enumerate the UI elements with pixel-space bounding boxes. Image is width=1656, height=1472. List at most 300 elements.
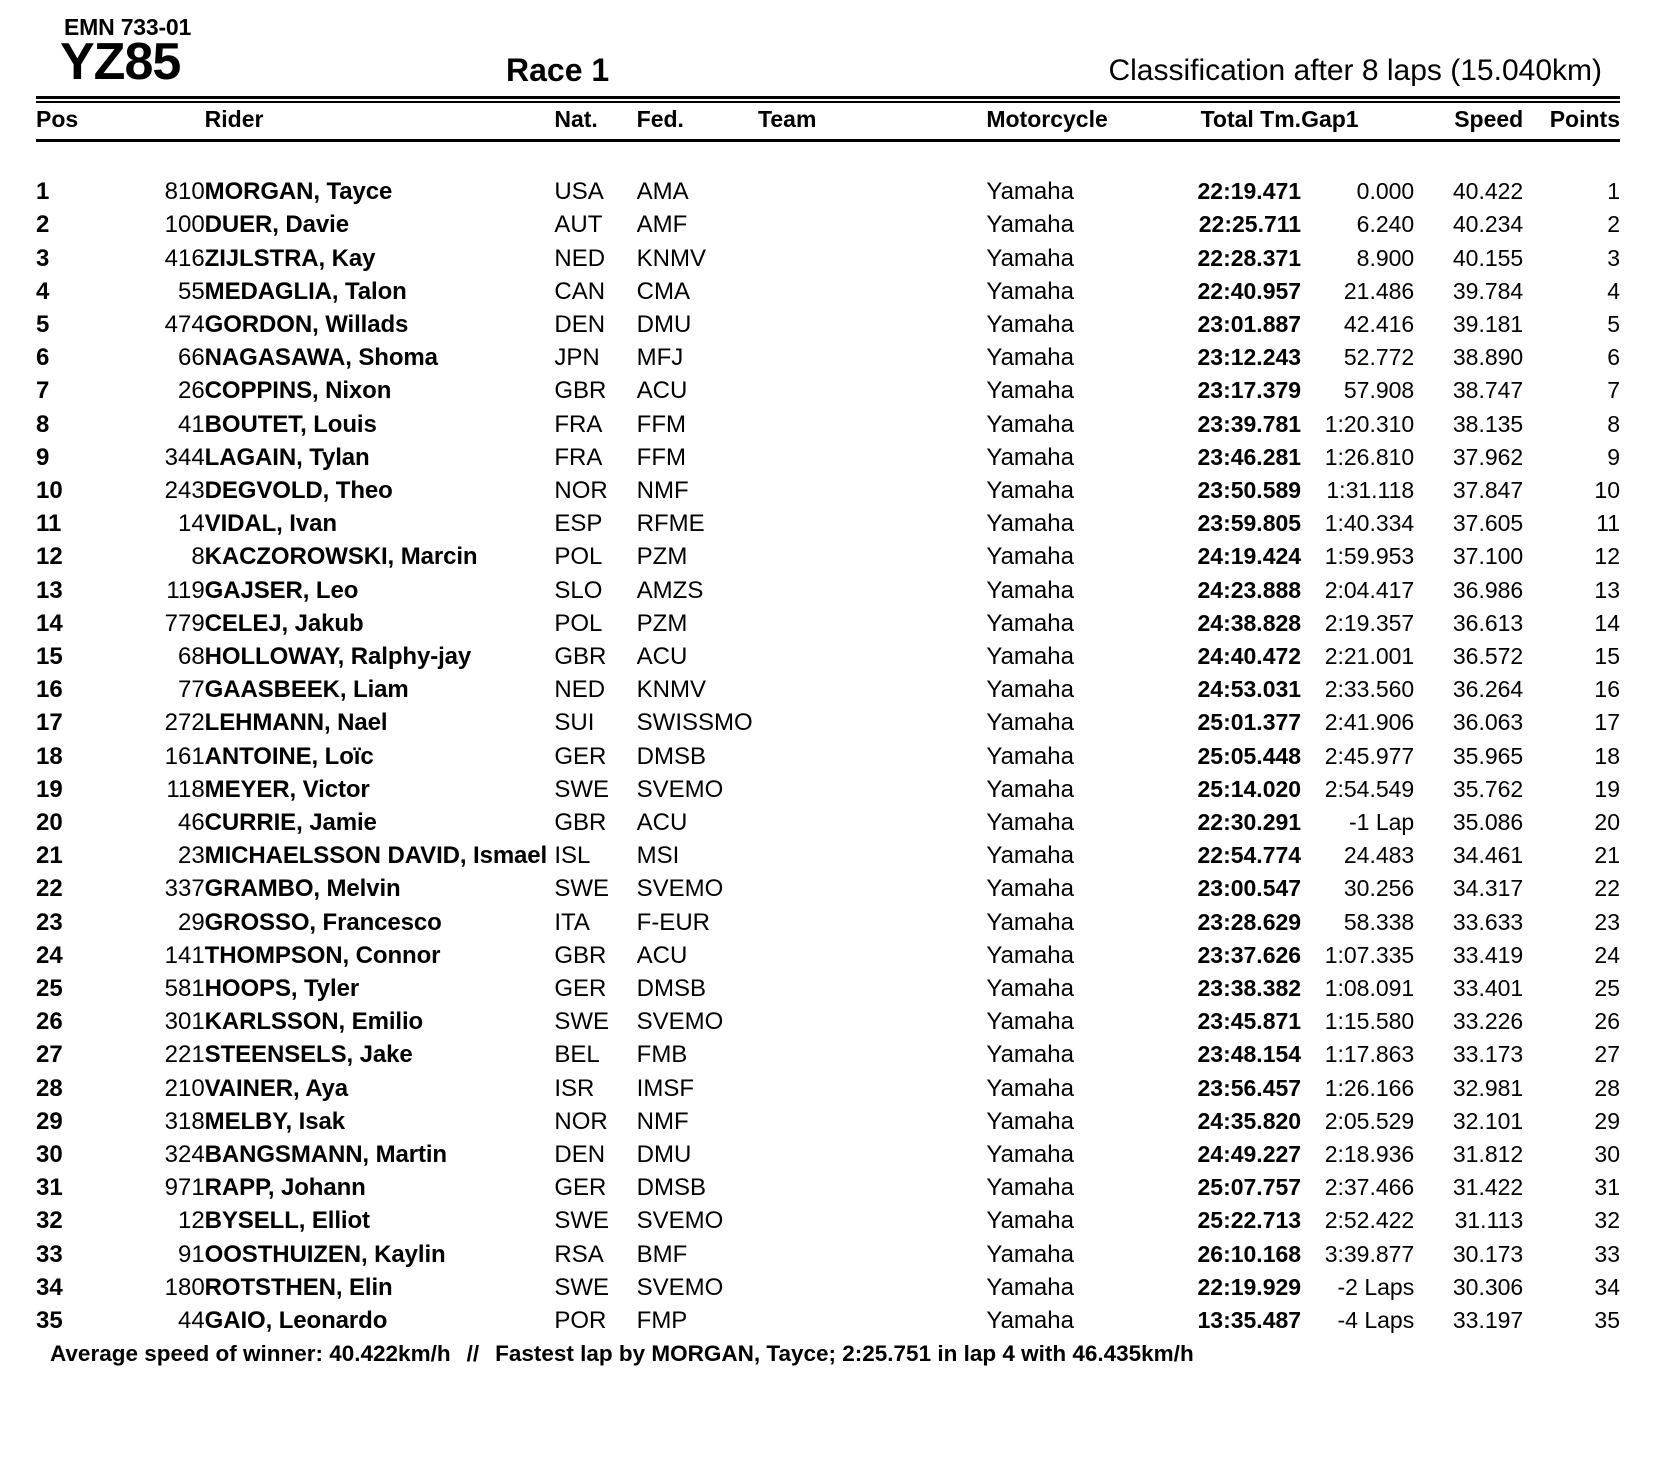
table-row bbox=[36, 1005, 1620, 1038]
cell-position: 15 bbox=[36, 643, 63, 671]
cell-nationality: SUI bbox=[554, 709, 595, 737]
cell-position: 13 bbox=[36, 576, 63, 604]
cell-federation: SVEMO bbox=[636, 875, 724, 903]
cell-points: 32 bbox=[1594, 1207, 1620, 1234]
column-header-pos: Pos bbox=[36, 106, 79, 132]
cell-total-time: 22:40.957 bbox=[1197, 277, 1302, 304]
table-row bbox=[36, 773, 1620, 806]
cell-gap: -4 Laps bbox=[1337, 1307, 1415, 1334]
cell-motorcycle: Yamaha bbox=[986, 1041, 1074, 1069]
column-header-fed: Fed. bbox=[636, 106, 684, 132]
cell-team bbox=[758, 607, 986, 640]
cell-federation: IMSF bbox=[636, 1074, 694, 1102]
cell-gap: 2:54.549 bbox=[1324, 775, 1415, 802]
cell-motorcycle: Yamaha bbox=[986, 1107, 1074, 1135]
cell-speed: 36.613 bbox=[1452, 609, 1524, 636]
cell-total-time: 23:50.589 bbox=[1197, 477, 1302, 504]
cell-team bbox=[758, 1238, 986, 1271]
table-row bbox=[36, 740, 1620, 773]
cell-total-time: 24:38.828 bbox=[1197, 609, 1302, 636]
cell-position: 31 bbox=[36, 1174, 63, 1202]
table-row bbox=[36, 242, 1620, 275]
cell-federation: F-EUR bbox=[636, 908, 710, 936]
cell-speed: 31.422 bbox=[1452, 1174, 1524, 1201]
cell-team bbox=[758, 408, 986, 441]
classification-summary: Classification after 8 laps (15.040km) bbox=[1108, 54, 1602, 87]
cell-gap: 1:31.118 bbox=[1326, 477, 1415, 504]
cell-rider-number: 301 bbox=[164, 1008, 205, 1036]
cell-nationality: NOR bbox=[554, 477, 608, 505]
cell-federation: SVEMO bbox=[636, 1207, 724, 1235]
cell-total-time: 25:14.020 bbox=[1197, 775, 1302, 802]
cell-position: 27 bbox=[36, 1041, 63, 1069]
table-row bbox=[36, 1171, 1620, 1204]
cell-total-time: 24:53.031 bbox=[1197, 676, 1302, 703]
cell-speed: 33.173 bbox=[1452, 1041, 1524, 1068]
cell-points: 9 bbox=[1607, 443, 1620, 470]
cell-position: 2 bbox=[36, 211, 50, 239]
cell-rider-name: NAGASAWA, Shoma bbox=[204, 344, 438, 372]
cell-position: 34 bbox=[36, 1273, 63, 1301]
cell-federation: FFM bbox=[636, 443, 686, 471]
cell-rider-number: 810 bbox=[164, 178, 205, 206]
cell-team bbox=[758, 441, 986, 474]
cell-nationality: SLO bbox=[554, 576, 603, 604]
cell-rider-name: ANTOINE, Loïc bbox=[204, 742, 374, 770]
table-row bbox=[36, 441, 1620, 474]
average-speed-text: Average speed of winner: 40.422km/h bbox=[50, 1341, 451, 1367]
cell-federation: ACU bbox=[636, 377, 688, 405]
cell-motorcycle: Yamaha bbox=[986, 510, 1074, 538]
cell-gap: 1:20.310 bbox=[1324, 410, 1415, 437]
cell-speed: 35.965 bbox=[1452, 742, 1524, 769]
cell-nationality: NED bbox=[554, 676, 606, 704]
cell-points: 11 bbox=[1596, 510, 1620, 537]
cell-points: 33 bbox=[1594, 1240, 1620, 1267]
cell-gap: 2:19.357 bbox=[1324, 609, 1415, 636]
table-row bbox=[36, 208, 1620, 241]
cell-rider-number: 971 bbox=[164, 1174, 205, 1202]
table-row bbox=[36, 972, 1620, 1005]
cell-rider-number: 26 bbox=[177, 377, 205, 405]
meeting-code: EMN 733-01 bbox=[64, 14, 192, 40]
cell-speed: 33.419 bbox=[1452, 941, 1524, 968]
cell-speed: 32.981 bbox=[1452, 1074, 1524, 1101]
cell-federation: RFME bbox=[636, 510, 705, 538]
cell-team bbox=[758, 374, 986, 407]
cell-speed: 36.063 bbox=[1452, 709, 1524, 736]
cell-motorcycle: Yamaha bbox=[986, 178, 1074, 206]
fastest-lap-text: Fastest lap by MORGAN, Tayce; 2:25.751 in lap 4 with 46.435km/h bbox=[495, 1341, 1194, 1367]
cell-rider-name: HOLLOWAY, Ralphy-jay bbox=[204, 643, 472, 671]
cell-speed: 40.234 bbox=[1452, 211, 1524, 238]
cell-rider-name: BYSELL, Elliot bbox=[204, 1207, 370, 1235]
cell-total-time: 24:35.820 bbox=[1197, 1107, 1302, 1134]
cell-total-time: 24:19.424 bbox=[1197, 543, 1302, 570]
cell-rider-number: 91 bbox=[177, 1240, 205, 1268]
cell-position: 1 bbox=[36, 178, 50, 206]
cell-position: 35 bbox=[36, 1307, 63, 1335]
cell-nationality: GER bbox=[554, 1174, 607, 1202]
table-row bbox=[36, 1238, 1620, 1271]
cell-speed: 33.197 bbox=[1452, 1307, 1524, 1334]
cell-rider-number: 12 bbox=[177, 1207, 205, 1235]
cell-federation: SVEMO bbox=[636, 1273, 724, 1301]
cell-speed: 37.605 bbox=[1452, 510, 1524, 537]
cell-motorcycle: Yamaha bbox=[986, 676, 1074, 704]
cell-rider-name: DUER, Davie bbox=[204, 211, 349, 239]
cell-federation: MFJ bbox=[636, 344, 684, 372]
cell-nationality: SWE bbox=[554, 1207, 610, 1235]
cell-rider-name: GRAMBO, Melvin bbox=[204, 875, 401, 903]
cell-points: 20 bbox=[1594, 809, 1620, 836]
cell-points: 2 bbox=[1607, 211, 1620, 238]
cell-motorcycle: Yamaha bbox=[986, 410, 1074, 438]
cell-total-time: 23:00.547 bbox=[1197, 875, 1302, 902]
table-row bbox=[36, 1204, 1620, 1237]
cell-nationality: NOR bbox=[554, 1107, 608, 1135]
cell-team bbox=[758, 806, 986, 839]
document-header bbox=[36, 0, 1620, 96]
cell-speed: 39.784 bbox=[1452, 277, 1524, 304]
cell-points: 18 bbox=[1594, 742, 1620, 769]
cell-rider-name: HOOPS, Tyler bbox=[204, 975, 360, 1003]
cell-federation: DMSB bbox=[636, 742, 706, 770]
cell-nationality: POL bbox=[554, 543, 603, 571]
cell-gap: 1:26.810 bbox=[1324, 443, 1415, 470]
cell-nationality: CAN bbox=[554, 277, 606, 305]
cell-gap: 1:17.863 bbox=[1324, 1041, 1415, 1068]
cell-nationality: POL bbox=[554, 609, 603, 637]
cell-team bbox=[758, 773, 986, 806]
table-row bbox=[36, 275, 1620, 308]
cell-team bbox=[758, 939, 986, 972]
cell-total-time: 23:28.629 bbox=[1197, 908, 1302, 935]
cell-gap: 2:45.977 bbox=[1324, 742, 1415, 769]
cell-total-time: 23:59.805 bbox=[1197, 510, 1302, 537]
cell-rider-name: LAGAIN, Tylan bbox=[204, 443, 370, 471]
cell-total-time: 26:10.168 bbox=[1197, 1240, 1302, 1267]
cell-motorcycle: Yamaha bbox=[986, 842, 1074, 870]
cell-motorcycle: Yamaha bbox=[986, 377, 1074, 405]
cell-points: 28 bbox=[1594, 1074, 1620, 1101]
cell-team bbox=[758, 507, 986, 540]
cell-federation: DMU bbox=[636, 311, 692, 338]
cell-team bbox=[758, 308, 986, 341]
cell-motorcycle: Yamaha bbox=[986, 1174, 1074, 1202]
cell-points: 13 bbox=[1594, 576, 1620, 603]
cell-gap: 57.908 bbox=[1343, 377, 1415, 404]
cell-federation: ACU bbox=[636, 643, 688, 671]
cell-speed: 33.226 bbox=[1452, 1008, 1524, 1035]
cell-nationality: USA bbox=[554, 178, 604, 206]
cell-points: 35 bbox=[1594, 1307, 1620, 1334]
cell-gap: 1:26.166 bbox=[1324, 1074, 1415, 1101]
cell-team bbox=[758, 1005, 986, 1038]
cell-position: 9 bbox=[36, 443, 50, 471]
cell-rider-number: 324 bbox=[164, 1141, 205, 1169]
cell-total-time: 25:05.448 bbox=[1197, 742, 1302, 769]
table-row bbox=[36, 1038, 1620, 1071]
cell-gap: 2:52.422 bbox=[1324, 1207, 1415, 1234]
cell-gap: 30.256 bbox=[1343, 875, 1415, 902]
cell-motorcycle: Yamaha bbox=[986, 775, 1074, 803]
cell-speed: 32.101 bbox=[1452, 1107, 1524, 1134]
cell-rider-name: THOMPSON, Connor bbox=[204, 941, 441, 969]
cell-team bbox=[758, 640, 986, 673]
cell-rider-number: 779 bbox=[164, 609, 205, 637]
cell-nationality: AUT bbox=[554, 211, 603, 239]
cell-gap: 42.416 bbox=[1343, 311, 1415, 337]
cell-rider-number: 221 bbox=[164, 1041, 205, 1069]
cell-team bbox=[758, 740, 986, 773]
cell-motorcycle: Yamaha bbox=[986, 709, 1074, 737]
cell-rider-number: 8 bbox=[191, 543, 205, 571]
cell-motorcycle: Yamaha bbox=[986, 975, 1074, 1003]
cell-points: 8 bbox=[1607, 410, 1620, 437]
cell-nationality: JPN bbox=[554, 344, 600, 372]
cell-rider-name: CELEJ, Jakub bbox=[204, 609, 364, 637]
cell-total-time: 22:28.371 bbox=[1197, 244, 1302, 271]
cell-motorcycle: Yamaha bbox=[986, 1074, 1074, 1102]
cell-points: 30 bbox=[1594, 1141, 1620, 1168]
cell-motorcycle: Yamaha bbox=[986, 809, 1074, 837]
cell-federation: AMZS bbox=[636, 576, 704, 604]
cell-rider-name: DEGVOLD, Theo bbox=[204, 477, 393, 505]
cell-speed: 36.264 bbox=[1452, 676, 1524, 703]
cell-team bbox=[758, 341, 986, 374]
cell-team bbox=[758, 474, 986, 507]
cell-federation: FFM bbox=[636, 410, 686, 438]
cell-federation: BMF bbox=[636, 1240, 688, 1268]
cell-total-time: 23:38.382 bbox=[1197, 975, 1302, 1002]
cell-rider-number: 29 bbox=[177, 908, 205, 936]
cell-motorcycle: Yamaha bbox=[986, 211, 1074, 239]
cell-motorcycle: Yamaha bbox=[986, 477, 1074, 505]
cell-speed: 34.317 bbox=[1452, 875, 1524, 902]
cell-gap: 2:33.560 bbox=[1324, 676, 1415, 703]
cell-federation: PZM bbox=[636, 543, 688, 571]
cell-position: 25 bbox=[36, 975, 63, 1003]
table-row bbox=[36, 507, 1620, 540]
cell-total-time: 24:49.227 bbox=[1197, 1141, 1302, 1168]
cell-rider-name: KACZOROWSKI, Marcin bbox=[204, 543, 478, 571]
cell-nationality: SWE bbox=[554, 1008, 610, 1036]
cell-rider-name: BANGSMANN, Martin bbox=[204, 1141, 447, 1169]
cell-points: 6 bbox=[1607, 344, 1620, 371]
cell-rider-number: 66 bbox=[177, 344, 205, 372]
cell-rider-number: 318 bbox=[164, 1107, 205, 1135]
cell-federation: ACU bbox=[636, 941, 688, 969]
cell-position: 5 bbox=[36, 311, 50, 338]
results-footer bbox=[36, 1341, 1620, 1367]
cell-motorcycle: Yamaha bbox=[986, 742, 1074, 770]
cell-speed: 34.461 bbox=[1452, 842, 1524, 869]
cell-federation: DMU bbox=[636, 1141, 692, 1169]
cell-points: 26 bbox=[1594, 1008, 1620, 1035]
cell-position: 14 bbox=[36, 609, 63, 637]
cell-position: 12 bbox=[36, 543, 63, 571]
cell-speed: 33.401 bbox=[1452, 975, 1524, 1002]
table-row bbox=[36, 374, 1620, 407]
cell-speed: 37.962 bbox=[1452, 443, 1524, 470]
cell-total-time: 23:46.281 bbox=[1197, 443, 1302, 470]
cell-gap: 2:05.529 bbox=[1324, 1107, 1415, 1134]
cell-total-time: 13:35.487 bbox=[1197, 1307, 1302, 1334]
cell-total-time: 22:19.471 bbox=[1197, 178, 1302, 205]
results-table bbox=[36, 103, 1620, 139]
cell-nationality: NED bbox=[554, 244, 606, 272]
cell-rider-name: GAASBEEK, Liam bbox=[204, 676, 409, 704]
table-row bbox=[36, 1105, 1620, 1138]
cell-team bbox=[758, 1304, 986, 1337]
cell-gap: 2:41.906 bbox=[1324, 709, 1415, 736]
cell-federation: FMB bbox=[636, 1041, 688, 1069]
cell-total-time: 25:01.377 bbox=[1197, 709, 1302, 736]
cell-gap: 2:04.417 bbox=[1324, 576, 1415, 603]
cell-rider-number: 337 bbox=[164, 875, 205, 903]
cell-position: 17 bbox=[36, 709, 63, 737]
cell-team bbox=[758, 1171, 986, 1204]
cell-speed: 35.762 bbox=[1452, 775, 1524, 802]
cell-total-time: 22:30.291 bbox=[1197, 809, 1302, 836]
cell-rider-number: 77 bbox=[177, 676, 205, 704]
table-row bbox=[36, 408, 1620, 441]
cell-gap: 8.900 bbox=[1356, 244, 1415, 271]
cell-team bbox=[758, 175, 986, 208]
cell-speed: 40.155 bbox=[1452, 244, 1524, 271]
cell-federation: DMSB bbox=[636, 975, 706, 1003]
cell-gap: 2:18.936 bbox=[1324, 1141, 1415, 1168]
cell-gap: 1:08.091 bbox=[1324, 975, 1415, 1002]
table-row bbox=[36, 574, 1620, 607]
results-body bbox=[36, 142, 1620, 1337]
cell-rider-name: GORDON, Willads bbox=[204, 311, 409, 338]
cell-federation: KNMV bbox=[636, 244, 706, 272]
cell-speed: 40.422 bbox=[1452, 178, 1524, 205]
cell-position: 18 bbox=[36, 742, 63, 770]
cell-team bbox=[758, 1271, 986, 1304]
cell-points: 16 bbox=[1594, 676, 1620, 703]
cell-total-time: 22:19.929 bbox=[1197, 1273, 1302, 1300]
cell-nationality: ESP bbox=[554, 510, 603, 538]
cell-position: 16 bbox=[36, 676, 63, 704]
cell-gap: 1:15.580 bbox=[1324, 1008, 1415, 1035]
cell-nationality: ISL bbox=[554, 842, 591, 870]
cell-position: 6 bbox=[36, 344, 50, 372]
table-row bbox=[36, 1271, 1620, 1304]
cell-points: 19 bbox=[1594, 775, 1620, 802]
cell-motorcycle: Yamaha bbox=[986, 1008, 1074, 1036]
cell-motorcycle: Yamaha bbox=[986, 1141, 1074, 1169]
cell-points: 21 bbox=[1594, 842, 1620, 869]
cell-rider-number: 581 bbox=[164, 975, 205, 1003]
cell-federation: SVEMO bbox=[636, 1008, 724, 1036]
cell-rider-number: 41 bbox=[177, 410, 205, 438]
cell-gap: 21.486 bbox=[1343, 277, 1415, 304]
cell-nationality: DEN bbox=[554, 311, 606, 338]
cell-total-time: 22:54.774 bbox=[1197, 842, 1302, 869]
cell-speed: 35.086 bbox=[1452, 809, 1524, 836]
cell-nationality: SWE bbox=[554, 875, 610, 903]
table-row bbox=[36, 308, 1620, 341]
cell-team bbox=[758, 706, 986, 739]
cell-speed: 30.306 bbox=[1452, 1273, 1524, 1300]
cell-rider-name: ZIJLSTRA, Kay bbox=[204, 244, 376, 272]
cell-rider-number: 100 bbox=[164, 211, 205, 239]
cell-nationality: GBR bbox=[554, 377, 607, 405]
cell-points: 22 bbox=[1594, 875, 1620, 902]
cell-team bbox=[758, 1038, 986, 1071]
cell-nationality: DEN bbox=[554, 1141, 606, 1169]
column-header-team: Team bbox=[758, 106, 817, 132]
table-row bbox=[36, 474, 1620, 507]
cell-points: 23 bbox=[1594, 908, 1620, 935]
cell-total-time: 23:01.887 bbox=[1197, 311, 1302, 337]
cell-motorcycle: Yamaha bbox=[986, 908, 1074, 936]
cell-rider-name: VAINER, Aya bbox=[204, 1074, 349, 1102]
cell-rider-name: COPPINS, Nixon bbox=[204, 377, 392, 405]
cell-position: 23 bbox=[36, 908, 63, 936]
cell-gap: 2:37.466 bbox=[1324, 1174, 1415, 1201]
cell-team bbox=[758, 972, 986, 1005]
cell-motorcycle: Yamaha bbox=[986, 443, 1074, 471]
cell-speed: 31.812 bbox=[1452, 1141, 1524, 1168]
table-row bbox=[36, 939, 1620, 972]
column-header-speed: Speed bbox=[1454, 106, 1524, 132]
table-row bbox=[36, 640, 1620, 673]
cell-points: 25 bbox=[1594, 975, 1620, 1002]
cell-rider-name: OOSTHUIZEN, Kaylin bbox=[204, 1240, 446, 1268]
cell-position: 29 bbox=[36, 1107, 63, 1135]
table-row bbox=[36, 706, 1620, 739]
cell-rider-name: BOUTET, Louis bbox=[204, 410, 377, 438]
cell-position: 8 bbox=[36, 410, 50, 438]
cell-gap: 1:40.334 bbox=[1324, 510, 1415, 537]
cell-team bbox=[758, 574, 986, 607]
cell-rider-name: MELBY, Isak bbox=[204, 1107, 345, 1135]
cell-federation: FMP bbox=[636, 1307, 688, 1335]
cell-rider-name: MEDAGLIA, Talon bbox=[204, 277, 407, 305]
cell-total-time: 23:39.781 bbox=[1197, 410, 1302, 437]
cell-rider-name: ROTSTHEN, Elin bbox=[204, 1273, 393, 1301]
cell-points: 31 bbox=[1594, 1174, 1620, 1201]
cell-team bbox=[758, 906, 986, 939]
cell-total-time: 23:37.626 bbox=[1197, 941, 1302, 968]
cell-team bbox=[758, 673, 986, 706]
footer-separator: // bbox=[466, 1341, 480, 1367]
cell-motorcycle: Yamaha bbox=[986, 1240, 1074, 1268]
cell-total-time: 25:07.757 bbox=[1197, 1174, 1302, 1201]
cell-rider-name: STEENSELS, Jake bbox=[204, 1041, 413, 1069]
table-top-spacer bbox=[36, 142, 1620, 175]
table-row bbox=[36, 175, 1620, 208]
cell-total-time: 23:48.154 bbox=[1197, 1041, 1302, 1068]
cell-nationality: GER bbox=[554, 975, 607, 1003]
cell-position: 4 bbox=[36, 277, 50, 305]
cell-total-time: 23:45.871 bbox=[1197, 1008, 1302, 1035]
cell-position: 21 bbox=[36, 842, 63, 870]
cell-gap: 0.000 bbox=[1356, 178, 1415, 205]
cell-total-time: 23:12.243 bbox=[1197, 344, 1302, 371]
cell-rider-number: 474 bbox=[164, 311, 205, 338]
race-title: Race 1 bbox=[506, 52, 610, 88]
cell-nationality: FRA bbox=[554, 410, 603, 438]
cell-points: 5 bbox=[1607, 311, 1620, 337]
cell-motorcycle: Yamaha bbox=[986, 344, 1074, 372]
cell-gap: -1 Lap bbox=[1349, 809, 1415, 836]
cell-motorcycle: Yamaha bbox=[986, 1273, 1074, 1301]
